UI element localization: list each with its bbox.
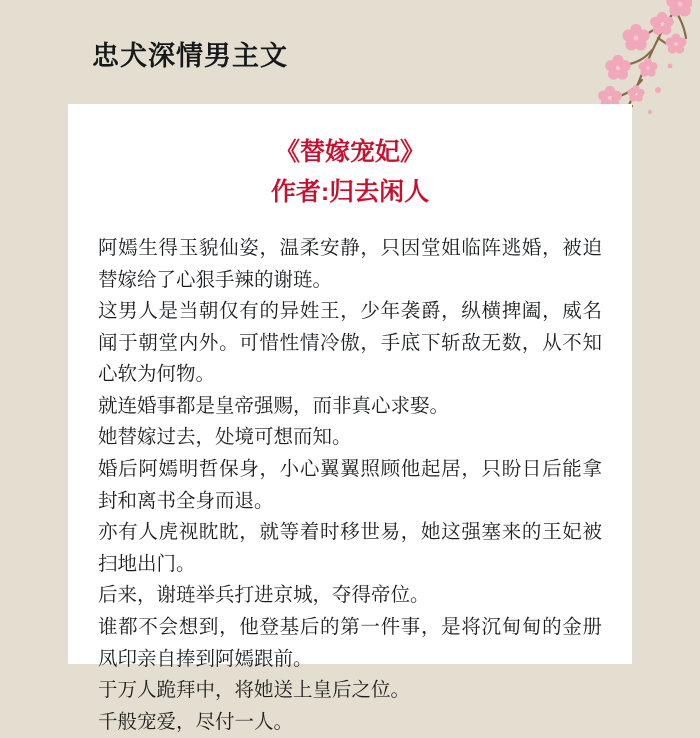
paragraph: 婚后阿嫣明哲保身，小心翼翼照顾他起居，只盼日后能拿封和离书全身而退。 (98, 458, 602, 512)
book-author: 作者:归去闲人 (270, 177, 430, 206)
paragraph: 后来，谢琏举兵打进京城，夺得帝位。 (98, 584, 430, 607)
paragraph: 阿嫣生得玉貌仙姿，温柔安静，只因堂姐临阵逃婚，被迫替嫁给了心狠手辣的谢琏。 (98, 237, 602, 291)
book-title: 《替嫁宠妃》 (274, 138, 425, 166)
synopsis-text (98, 233, 602, 738)
paragraph: 她替嫁过去，处境可想而知。 (98, 426, 352, 449)
paragraph: 谁都不会想到，他登基后的第一件事，是将沉甸甸的金册凤印亲自捧到阿嫣跟前。 (98, 615, 602, 670)
content-card (68, 104, 632, 733)
paragraph: 就连婚事都是皇帝强赐，而非真心求娶。 (98, 394, 450, 417)
paragraph: 于万人跪拜中，将她送上皇后之位。 (98, 679, 411, 702)
paragraph: 千般宠爱，尽付一人。 (98, 710, 294, 733)
paragraph: 亦有人虎视眈眈，就等着时移世易，她这强塞来的王妃被扫地出门。 (98, 521, 602, 575)
page-title: 忠犬深情男主文 (92, 41, 288, 71)
paragraph: 这男人是当朝仅有的异姓王，少年袭爵，纵横捭阖，威名闻于朝堂内外。可惜性情冷傲，手底下斩敌无数，从不知心软为何物。 (98, 300, 602, 386)
